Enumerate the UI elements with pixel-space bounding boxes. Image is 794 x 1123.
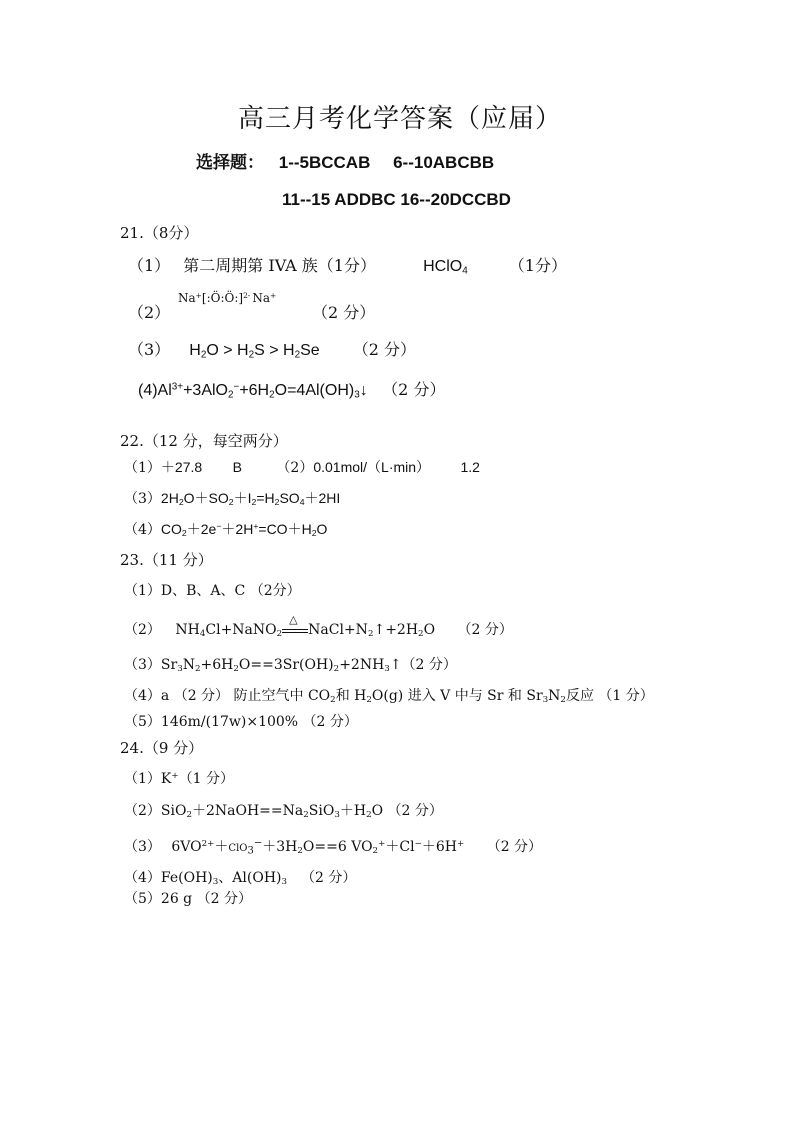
q23-l3-s4: 2 xyxy=(333,664,340,675)
q24-l2-s4: 2 xyxy=(366,810,372,821)
q24-line2 xyxy=(124,800,443,820)
electron-structure xyxy=(178,291,276,305)
q23-l2-c: NaCl+N xyxy=(308,622,368,638)
q23-l2-s1: 4 xyxy=(199,629,206,640)
q24-l2-d: ＋H xyxy=(339,803,367,819)
q23-l4-s2: 2 xyxy=(366,695,372,706)
q21-p2-plus1: + xyxy=(195,290,202,300)
q22-l2-a: 2H xyxy=(160,490,179,506)
q23-line3 xyxy=(124,654,457,674)
q22-line2 xyxy=(124,488,340,508)
q21-p2-plus2: + xyxy=(269,290,277,300)
q24-l3-score: （2 分） xyxy=(486,839,543,855)
q22-l2-s5: 4 xyxy=(299,497,305,508)
q21-p2-na2: Na xyxy=(252,291,270,305)
q24-l4-c: （2 分） xyxy=(301,870,357,886)
q22-l2-eq xyxy=(161,490,340,506)
q23-line4 xyxy=(124,685,654,705)
q22-l3-s1: 2 xyxy=(181,528,187,539)
q21-part4 xyxy=(138,377,445,400)
page-title: 高三月考化学答案（应届） xyxy=(238,104,563,134)
mc-line-2 xyxy=(282,190,511,210)
q21-p2-bracket: [:Ö:Ö:] xyxy=(201,291,244,305)
q24-l2-a: （2）SiO xyxy=(124,803,187,819)
q22-l3-eq xyxy=(161,521,327,537)
q22-line3 xyxy=(124,519,327,539)
q21-part1 xyxy=(128,253,567,276)
q21-p2-num: （2） xyxy=(128,303,171,322)
q23-header: 23.（11 分） xyxy=(120,551,213,569)
q24-l3-num: （3） xyxy=(124,839,161,855)
q22-l2-num: （3） xyxy=(124,491,161,507)
q24-l2-s1: 2 xyxy=(186,810,192,821)
down-arrow-icon: ↓ xyxy=(359,382,368,399)
q21-p1-formula xyxy=(423,258,468,275)
q21-part2 xyxy=(128,300,170,323)
q22-l2-s4: 2 xyxy=(274,497,280,508)
q21-p3-se: Se xyxy=(300,342,320,359)
q24-line4 xyxy=(124,867,356,887)
q21-p4-prefix: (4)Al xyxy=(138,382,172,399)
q21-p4-sub2: 2 xyxy=(269,389,275,401)
q24-l2-c: SiO xyxy=(308,803,335,819)
q22-l3-b: ＋2e xyxy=(186,521,217,537)
q23-l3-a: （3）Sr xyxy=(124,657,178,673)
q24-l3-sup1: 2+ xyxy=(201,839,215,850)
q22-l3-s2: 2 xyxy=(311,528,317,539)
q22-l2-b: O＋SO xyxy=(183,490,229,506)
q24-l2-s2: 2 xyxy=(303,810,309,821)
delta-icon: △ xyxy=(289,613,298,626)
q24-l1-sup: + xyxy=(171,771,179,782)
q21-p3-s: S > H xyxy=(254,342,295,359)
q24-line1 xyxy=(124,768,234,788)
q24-l3-f: ＋Cl xyxy=(385,839,415,855)
q21-p2-score: （2 分） xyxy=(312,303,376,322)
q23-l4-s3: 3 xyxy=(542,695,549,706)
q24-l4-b: 、Al(OH) xyxy=(218,870,282,886)
q22-l3-a: CO xyxy=(160,521,182,537)
q22-l1-rate: 0.01mol/（L·min） xyxy=(313,459,431,475)
q24-l3-a: 6VO xyxy=(171,839,202,855)
q23-l2-score: （2 分） xyxy=(457,622,513,638)
q23-l3-d: O==3Sr(OH) xyxy=(238,657,334,673)
mc-answers-1-5: 1--5BCCAB xyxy=(278,153,371,172)
q23-l2-d: ↑+2H xyxy=(373,622,419,638)
q21-p3-h: H xyxy=(189,342,201,359)
q21-p2-charge: 2- xyxy=(243,290,251,300)
q22-l2-s2: 2 xyxy=(228,497,234,508)
q23-l2-s2: 2 xyxy=(276,629,283,640)
q22-l3-d: =CO＋H xyxy=(258,521,312,537)
q22-l1-b: B xyxy=(232,459,242,475)
q24-l3-sup5: + xyxy=(456,839,465,850)
q22-l3-c: ＋2H xyxy=(221,521,254,537)
q24-header: 24.（9 分） xyxy=(120,739,204,757)
q24-l3-d: ＋3H xyxy=(262,839,298,855)
q23-line1: （1）D、B、A、C （2分） xyxy=(124,583,301,599)
q21-p1-formula-main: HClO xyxy=(423,258,463,275)
q24-l3-s1: 3 xyxy=(247,845,254,857)
q22-l3-sup1: − xyxy=(216,521,222,532)
q21-p3-formula xyxy=(189,342,319,359)
q24-l3-sup3: + xyxy=(378,839,386,850)
q21-p1-formula-sub: 4 xyxy=(462,265,468,277)
q23-l4-s1: 2 xyxy=(330,695,336,706)
q22-l2-e: SO xyxy=(279,490,300,506)
q24-l3-s2: 2 xyxy=(297,846,303,857)
q22-l1-num: （1） xyxy=(124,460,161,476)
q24-l3-e: O==6 VO xyxy=(302,839,373,855)
q23-l3-s1: 3 xyxy=(177,664,183,675)
q22-l2-s3: 2 xyxy=(251,497,257,508)
double-line xyxy=(282,629,308,633)
q24-l3-sup4: − xyxy=(414,839,422,850)
q21-p3-sub-c: 2 xyxy=(294,349,301,361)
q22-l2-f: ＋2HI xyxy=(304,490,341,506)
q23-l4-b: 和 H xyxy=(335,688,367,704)
q22-line1 xyxy=(124,457,480,477)
q23-l2-num: （2） xyxy=(124,622,161,638)
heat-condition xyxy=(282,613,308,633)
q23-l3-s5: 3 xyxy=(384,664,390,675)
q24-l4-s2: 3 xyxy=(281,877,288,888)
q24-l1-b: （1 分） xyxy=(178,771,235,787)
q23-l3-s3: 2 xyxy=(233,664,239,675)
q21-p4-sub3: 3 xyxy=(354,389,360,401)
q22-l1-k: 1.2 xyxy=(460,459,480,475)
q21-p4-sup2: − xyxy=(233,381,240,393)
mc-label: 选择题： xyxy=(196,153,264,173)
q21-p2-na1: Na xyxy=(178,291,196,305)
q24-l3-c: ClO xyxy=(228,843,248,854)
q22-l3-sup2: + xyxy=(253,521,259,532)
q23-l4-s4: 2 xyxy=(560,695,566,706)
q22-l3-e: O xyxy=(316,521,328,537)
q23-l4-c: O(g) 进入 V 中与 Sr 和 Sr xyxy=(371,688,543,704)
q22-l2-s1: 2 xyxy=(178,497,184,508)
q24-l4-a: （4）Fe(OH) xyxy=(124,870,213,886)
q24-l2-b: ＋2NaOH==Na xyxy=(191,803,304,819)
q21-p1-score: （1分） xyxy=(508,256,567,275)
mc-line-1 xyxy=(196,148,494,173)
q21-p4-mid2: +6H xyxy=(239,382,270,399)
q22-l2-c: ＋I xyxy=(233,490,252,506)
q21-p3-o: O > H xyxy=(206,342,249,359)
q22-l1-num2: （2） xyxy=(276,460,314,476)
q24-l3-sup-c: − xyxy=(253,837,263,849)
q21-p3-sub-b: 2 xyxy=(248,349,255,361)
q23-line5: （5）146m/(17w)×100% （2 分） xyxy=(124,714,358,730)
q23-l4-a: （4）a （2 分） 防止空气中 CO xyxy=(124,688,331,704)
q23-l2-a: NH xyxy=(175,622,200,638)
q23-line2 xyxy=(124,613,513,640)
q22-l1-val: ＋27.8 xyxy=(160,459,203,475)
q23-l2-e: O xyxy=(423,622,436,638)
q21-p3-sub-a: 2 xyxy=(200,349,207,361)
q23-l4-d: N xyxy=(548,688,561,704)
q21-part3 xyxy=(128,337,416,360)
q21-p1-text: 第二周期第 IVA 族（1分） xyxy=(183,256,376,275)
q23-l4-e: 反应 （1 分） xyxy=(565,688,654,704)
q24-l2-s3: 3 xyxy=(334,810,340,821)
q24-l3-b: ＋ xyxy=(214,839,229,855)
q22-l3-num: （4） xyxy=(124,522,161,538)
q23-l2-eq xyxy=(175,613,436,640)
q23-l3-f: ↑（2 分） xyxy=(389,657,457,673)
q24-l1-a: （1）K xyxy=(124,771,172,787)
q21-header: 21.（8分） xyxy=(120,224,199,242)
q24-l3-g: ＋6H xyxy=(421,839,457,855)
q24-l2-e: O （2 分） xyxy=(371,803,443,819)
q23-l3-e: +2NH xyxy=(339,657,385,673)
q23-l3-s2: 2 xyxy=(194,664,201,675)
q24-l3-eq xyxy=(171,839,464,855)
q23-l2-s4: 2 xyxy=(418,629,424,640)
q21-p4-sub1: 2 xyxy=(228,389,234,401)
q22-header: 22.（12 分，每空两分） xyxy=(120,432,288,450)
q21-p4-sup1: 3+ xyxy=(171,381,184,393)
q21-p3-num: （3） xyxy=(128,340,171,359)
q21-p1-num: （1） xyxy=(128,256,171,275)
mc-answers-11-20: 11--15 ADDBC 16--20DCCBD xyxy=(282,190,511,209)
q23-l2-s3: 2 xyxy=(367,629,374,640)
q24-line3 xyxy=(124,836,542,856)
q21-p3-score: （2 分） xyxy=(352,340,417,359)
mc-answers-6-10: 6--10ABCBB xyxy=(393,153,495,172)
q22-l2-d: =H xyxy=(256,490,275,506)
q23-l3-b: N xyxy=(182,657,195,673)
q24-l4-s1: 3 xyxy=(212,877,219,888)
q23-l2-b: Cl+NaNO xyxy=(205,622,277,638)
q23-l3-c: +6H xyxy=(200,657,234,673)
q21-p4-score: （2 分） xyxy=(382,380,446,399)
q21-p4-mid1: +3AlO xyxy=(183,382,228,399)
q24-l3-s3: 2 xyxy=(372,846,379,857)
q21-p4-mid3: O=4Al(OH) xyxy=(274,382,355,399)
q24-line5: （5）26 g （2 分） xyxy=(124,891,252,907)
